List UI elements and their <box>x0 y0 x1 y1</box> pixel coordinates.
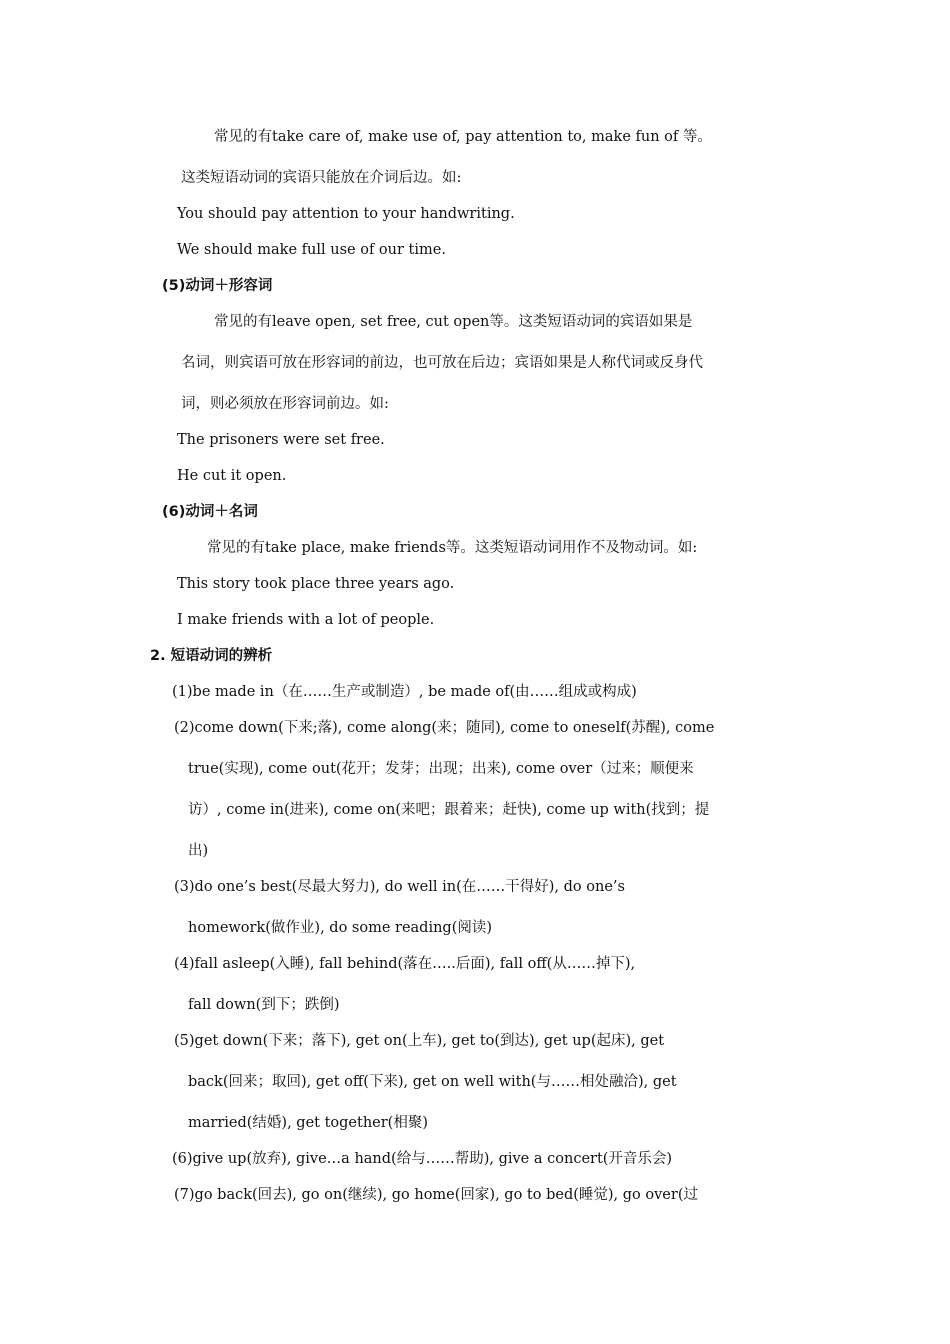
section6-example1: This story took place three years ago. <box>177 576 455 592</box>
section4-example2: We should make full use of our time. <box>177 242 446 258</box>
section4-intro-line2: 这类短语动词的宾语只能放在介词后边。如: <box>181 170 462 186</box>
phrase-item-4-line1: (4)fall asleep(入睡), fall behind(落在…..后面), fall off(从……掉下), <box>174 956 636 972</box>
section5-heading: (5)动词＋形容词 <box>162 278 273 294</box>
phrase-item-2-line2: true(实现), come out(花开；发芽；出现；出来), come over（过来；顺便来 <box>188 761 694 777</box>
section6-example2: I make friends with a lot of people. <box>177 612 435 628</box>
phrase-item-6-line1: (6)give up(放弃), give…a hand(给与……帮助), give a concert(开音乐会) <box>172 1151 673 1167</box>
section5-example1: The prisoners were set free. <box>177 432 385 448</box>
phrase-item-7-line1: (7)go back(回去), go on(继续), go home(回家), go to bed(睡觉), go over(过 <box>174 1187 698 1203</box>
phrase-item-4-line2: fall down(到下；跌倒) <box>188 997 340 1013</box>
phrase-item-2-line3: 访）, come in(进来), come on(来吧；跟着来；赶快), come up with(找到；提 <box>188 802 710 818</box>
section5-intro-line1: 常见的有leave open, set free, cut open等。这类短语动词的宾语如果是 <box>214 314 693 330</box>
phrase-item-1-line1: (1)be made in（在……生产或制造）, be made of(由……组成或构成) <box>172 684 637 700</box>
phrase-item-5-line3: married(结婚), get together(相聚) <box>188 1115 429 1131</box>
phrase-item-3-line2: homework(做作业), do some reading(阅读) <box>188 920 493 936</box>
section6-intro-line1: 常见的有take place, make friends等。这类短语动词用作不及物动词。如: <box>207 540 698 556</box>
phrase-item-2-line1: (2)come down(下来;落), come along(来；随同), come to oneself(苏醒), come <box>174 720 715 736</box>
part2-heading: 2. 短语动词的辨析 <box>150 648 273 664</box>
phrase-item-5-line1: (5)get down(下来；落下), get on(上车), get to(到达), get up(起床), get <box>174 1033 665 1049</box>
section5-intro-line3: 词，则必须放在形容词前边。如: <box>181 396 389 412</box>
phrase-item-2-line4: 出) <box>188 843 209 859</box>
phrase-item-5-line2: back(回来；取回), get off(下来), get on well with(与……相处融洽), get <box>188 1074 677 1090</box>
section6-heading: (6)动词＋名词 <box>162 504 258 520</box>
section5-intro-line2: 名词，则宾语可放在形容词的前边，也可放在后边；宾语如果是人称代词或反身代 <box>181 355 703 371</box>
section4-intro-line1: 常见的有take care of, make use of, pay attention to, make fun of 等。 <box>214 129 712 145</box>
section5-example2: He cut it open. <box>177 468 287 484</box>
section4-example1: You should pay attention to your handwriting. <box>177 206 515 222</box>
phrase-item-3-line1: (3)do one’s best(尽最大努力), do well in(在……干得好), do one’s <box>174 879 625 895</box>
